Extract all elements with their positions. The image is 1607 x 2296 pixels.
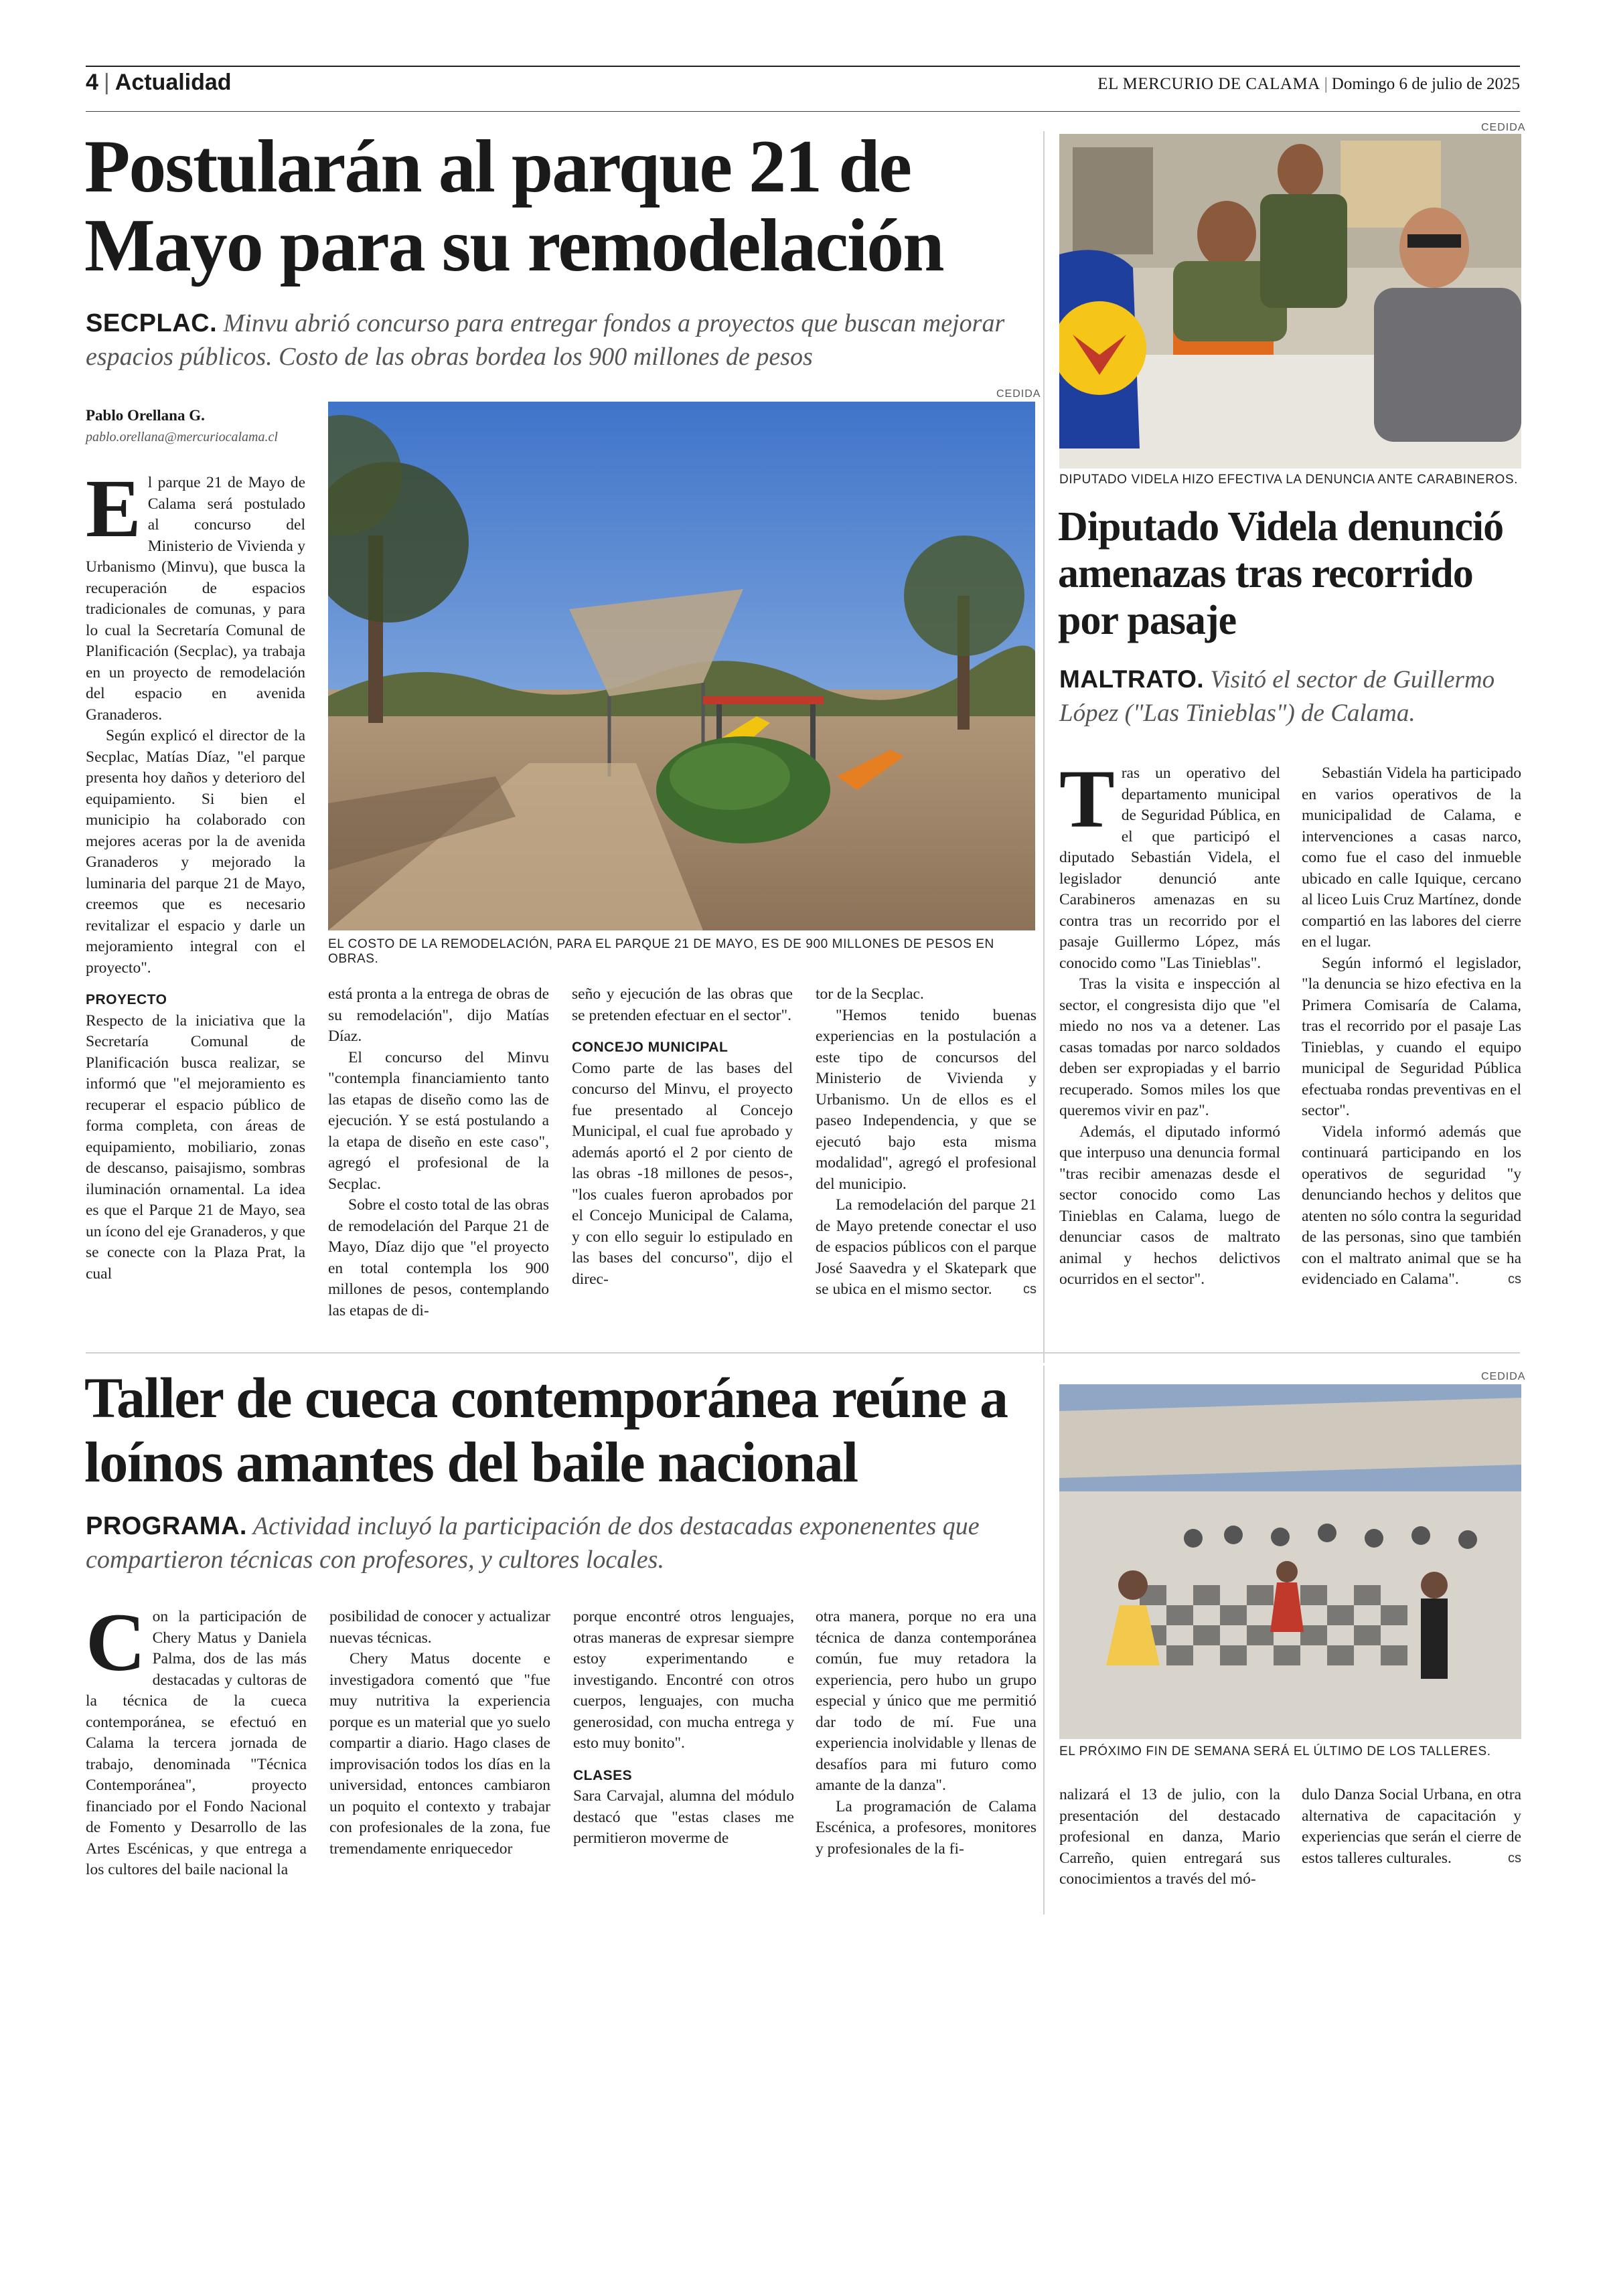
article3-column-2: [329, 1607, 550, 1860]
article1-column-2: [328, 984, 549, 1321]
section-divider: [86, 1352, 1520, 1354]
header-bottom-rule: [86, 111, 1520, 112]
article1-paragraph: El parque 21 de Mayo de Calama será postulado al concurso del Ministerio de Vivienda y Urbanismo (Minvu), que busca la recuperación de espacios tradicionales de comunas, y para lo cual la Secretaría Comunal de Planificación (Secplac), ya trabaja en un proyecto de remodelación del espacio en avenida Granaderos.: [86, 463, 305, 724]
article3-deck-text: Actividad incluyó la participación de dos destacadas exponenentes que compartieron técnicas con profesores, y cultores locales.: [86, 1512, 980, 1574]
dance-illustration: [1059, 1384, 1521, 1739]
article3-paragraph: porque encontré otros lenguajes, otras maneras de expresar siempre estoy experimentando e investigando. Encontré con otros cuerpos, lenguajes, con mucha generosidad, con mucha entrega y esto muy bonito".: [573, 1608, 794, 1752]
article2-paragraph: Tras la visita e inspección al sector, el congresista dijo que "el miedo no nos va a detener. Las casas tomadas por narco soldados deben ser expropiadas y el barrio recuperado. Somos miles los que queremos vivir en paz".: [1059, 975, 1280, 1119]
article2-paragraph: Según informó el legislador, "la denuncia se hizo efectiva en la Primera Comisaría de Calama, tras el recorrido por el pasaje Las Tinieblas, y cuando el equipo municipal de Seguridad Pública efectuaba rondas preventivas en el sector".: [1302, 954, 1521, 1119]
article3-photo-caption: EL PRÓXIMO FIN DE SEMANA SERÁ EL ÚLTIMO DE LOS TALLERES.: [1059, 1744, 1491, 1758]
article2-headline: Diputado Videla denunció amenazas tras recorrido por pasaje: [1058, 504, 1504, 643]
park-illustration: [328, 402, 1035, 930]
article2-deck: [1059, 663, 1528, 730]
article2-column-1: [1059, 753, 1280, 1291]
article2-paragraph: Tras un operativo del departamento municipal de Seguridad Pública, en el que participó el diputado Sebastián Videla, el legislador denunció ante Carabineros amenazas en su contra tras un recorrido por el pasaje Guillermo López, más conocido como "Las Tinieblas".: [1059, 753, 1280, 972]
article1-paragraph: El concurso del Minvu "contempla financiamiento tanto las etapas de diseño como las de ejecución. Y se está postulando a la etapa de diseño en este caso", agregó el profesional de la Secplac.: [328, 1048, 549, 1193]
article3-paragraph: Con la participación de Chery Matus y Daniela Palma, dos de las más destacadas y cultoras de la técnica de la cueca contemporánea, se efectuó en Calama la tercera jornada de trabajo, denominada "Técnica Contemporánea", proyecto financiado por el Fondo Nacional de Fomento y Desarrollo de las Artes Escénicas, y que entrega a los cultores del baile nacional la: [86, 1596, 307, 1878]
publication-date: Domingo 6 de julio de 2025: [1331, 75, 1520, 93]
article2-photo-caption: DIPUTADO VIDELA HIZO EFECTIVA LA DENUNCIA ANTE CARABINEROS.: [1059, 473, 1519, 487]
article3-paragraph: otra manera, porque no era una técnica de danza contemporánea común, fue muy retadora la experiencia, pero hubo un grupo especial y único que me permitió dar todo de mí. Fue una experiencia inolvidable y llenas de desafíos para mi futuro como amante de la danza".: [816, 1608, 1037, 1794]
article1-author-email: pablo.orellana@mercuriocalama.cl: [86, 430, 278, 444]
article3-photo-dance: [1059, 1384, 1521, 1739]
article1-deck: [86, 307, 1023, 374]
article1-photo-caption: EL COSTO DE LA REMODELACIÓN, PARA EL PARQUE 21 DE MAYO, ES DE 900 MILLONES DE PESOS EN OBRAS.: [328, 937, 994, 966]
article2-photo-credit: CEDIDA: [1481, 122, 1526, 133]
column-divider: [1043, 1366, 1045, 1914]
article3-paragraph: Sara Carvajal, alumna del módulo destacó que "estas clases me permitieron moverme de: [573, 1787, 794, 1847]
article3-deck: [86, 1509, 1037, 1576]
article1-subhead: CONCEJO MUNICIPAL: [572, 1040, 729, 1055]
article1-paragraph: Según explicó el director de la Secplac, Matías Díaz, "el parque presenta hoy daños y deterioro del equipamiento. Si bien el municipio ha colaborado con mejores aceras por la de avenida Granaderos y mejorado la luminaria del parque 21 de Mayo, creemos que es necesario revitalizar el espacio y darle un mejoramiento integral con el proyecto".: [86, 727, 305, 977]
article1-paragraph: está pronta a la entrega de obras de su remodelación", dijo Matías Díaz.: [328, 985, 549, 1045]
article3-paragraph: nalizará el 13 de julio, con la presentación del destacado profesional en danza, Mario Carreño, quien entregará sus conocimientos a través del mó-: [1059, 1786, 1280, 1888]
article3-paragraph: dulo Danza Social Urbana, en otra alternativa de capacitación y experiencias que serán el cierre de estos talleres culturales. cs: [1302, 1785, 1521, 1869]
article2-paragraph: Videla informó además que continuará participando en los operativos de seguridad "y denunciando hechos y delitos que atenten no sólo contra la seguridad de las personas, sino que también con el maltrato animal que se ha evidenciado en Calama". cs: [1302, 1122, 1521, 1291]
article1-deck-text: Minvu abrió concurso para entregar fondos a proyectos que buscan mejorar espacios públicos. Costo de las obras bordea los 900 millones de pesos: [86, 309, 1005, 371]
article1-paragraph: "Hemos tenido buenas experiencias en la postulación a este tipo de concursos del Ministerio de Vivienda y Urbanismo. Un de ellos es el paseo Independencia, y que se ejecutó bajo esta misma modalidad", agregó el profesional del municipio.: [816, 1006, 1037, 1193]
office-illustration: [1059, 134, 1521, 469]
article1-paragraph: seño y ejecución de las obras que se pretenden efectuar en el sector".: [572, 985, 793, 1024]
article2-paragraph: Sebastián Videla ha participado en varios operativos de la municipalidad de Calama, e intervenciones a casas narco, como fue el caso del inmueble ubicado en calle Iquique, cercano al liceo Luis Cruz Martínez, donde compartió en las labores del cierre en el lugar.: [1302, 764, 1521, 951]
article1-column-3: [572, 984, 793, 1290]
article1-dropcap: E: [86, 463, 141, 554]
article1-paragraph: Respecto de la iniciativa que la Secretaría Comunal de Planificación busca realizar, se informó que "el mejoramiento es recuperar el espacio público de forma completa, con áreas de equipamiento, mobiliario, zonas de descanso, paisajismo, sombras iluminación ornamental. La idea es que el Parque 21 de Mayo, sea un ícono del eje Granaderos, y que se conecte con la Plaza Prat, la cual: [86, 1011, 305, 1283]
article1-headline: Postularán al parque 21 de Mayo para su remodelación: [84, 125, 943, 287]
article1-kicker: SECPLAC.: [86, 309, 218, 337]
article1-paragraph: Sobre el costo total de las obras de remodelación del Parque 21 de Mayo, Díaz dijo que "el proyecto en total contempla los 900 millones de pesos, contemplando las etapas de di-: [328, 1196, 549, 1319]
article1-paragraph: tor de la Secplac.: [816, 985, 924, 1003]
article3-paragraph: Chery Matus docente e investigadora comentó que "fue muy nutritiva la experiencia porque es un material que yo suelo compartir a diario. Hago clases de improvisación todos los días en la universidad, entonces cambiaron un poquito el contexto y trabajar con profesionales de la zona, fue tremendamente enriquecedor: [329, 1650, 550, 1858]
article2-column-2: [1302, 763, 1521, 1291]
column-divider: [1043, 131, 1045, 1363]
header-top-rule: [86, 66, 1520, 67]
article1-column-1: [86, 463, 305, 1285]
article2-dropcap: T: [1059, 753, 1115, 845]
article1-photo-credit: CEDIDA: [996, 388, 1041, 400]
article3-column-1: [86, 1596, 307, 1881]
article2-deck-text: Visitó el sector de Guillermo López ("Las Tinieblas") de Calama.: [1059, 666, 1495, 727]
page-header-left: 4 | Actualidad: [86, 70, 232, 95]
article3-paragraph: La programación de Calama Escénica, a profesores, monitores y profesionales de la fi-: [816, 1797, 1037, 1858]
article3-headline: Taller de cueca contemporánea reúne a loínos amantes del baile nacional: [84, 1366, 1008, 1494]
article3-paragraph: posibilidad de conocer y actualizar nuevas técnicas.: [329, 1608, 550, 1647]
article3-column-4: [816, 1607, 1037, 1860]
page-header-right: EL MERCURIO DE CALAMA | Domingo 6 de julio de 2025: [1097, 75, 1520, 93]
publication-name: EL MERCURIO DE CALAMA: [1097, 75, 1320, 93]
article1-end-mark: cs: [1023, 1282, 1037, 1297]
article2-paragraph: Además, el diputado informó que interpuso una denuncia formal "tras recibir amenazas desde el sector conocido como Las Tinieblas en Calama, luego de denunciar casos de maltrato animal y hechos delictivos ocurridos en el sector".: [1059, 1123, 1280, 1288]
section-name: Actualidad: [114, 70, 232, 95]
article3-end-mark: cs: [1508, 1850, 1521, 1866]
article2-photo-carabineros: [1059, 134, 1521, 469]
article3-dropcap: C: [86, 1596, 146, 1688]
article2-kicker: MALTRATO.: [1059, 665, 1205, 693]
article3-kicker: PROGRAMA.: [86, 1512, 247, 1540]
article3-subhead: CLASES: [573, 1767, 633, 1783]
article1-paragraph: La remodelación del parque 21 de Mayo pretende conectar el uso de espacios públicos con el parque José Saavedra y el Skatepark que se ubica en el mismo sector. cs: [816, 1195, 1037, 1301]
article1-column-4: [816, 984, 1037, 1301]
article3-photo-credit: CEDIDA: [1481, 1371, 1526, 1382]
article1-paragraph: Como parte de las bases del concurso del Minvu, el proyecto fue presentado al Concejo Municipal, el cual fue aprobado y además aportó el 2 por ciento de las obras -18 millones de pesos-, "los cuales fueron aprobados por el Concejo Municipal de Calama, y con ello seguir lo estipulado en las bases del concurso", dijo el direc-: [572, 1059, 793, 1288]
page-number: 4: [86, 70, 98, 95]
article1-photo-park: [328, 402, 1035, 930]
article1-subhead: PROYECTO: [86, 992, 167, 1007]
article2-end-mark: cs: [1508, 1272, 1521, 1287]
article1-author: Pablo Orellana G.: [86, 407, 205, 424]
article3-column-3: [573, 1607, 794, 1850]
article3-column-5: [1059, 1785, 1280, 1890]
article3-column-6: [1302, 1785, 1521, 1869]
